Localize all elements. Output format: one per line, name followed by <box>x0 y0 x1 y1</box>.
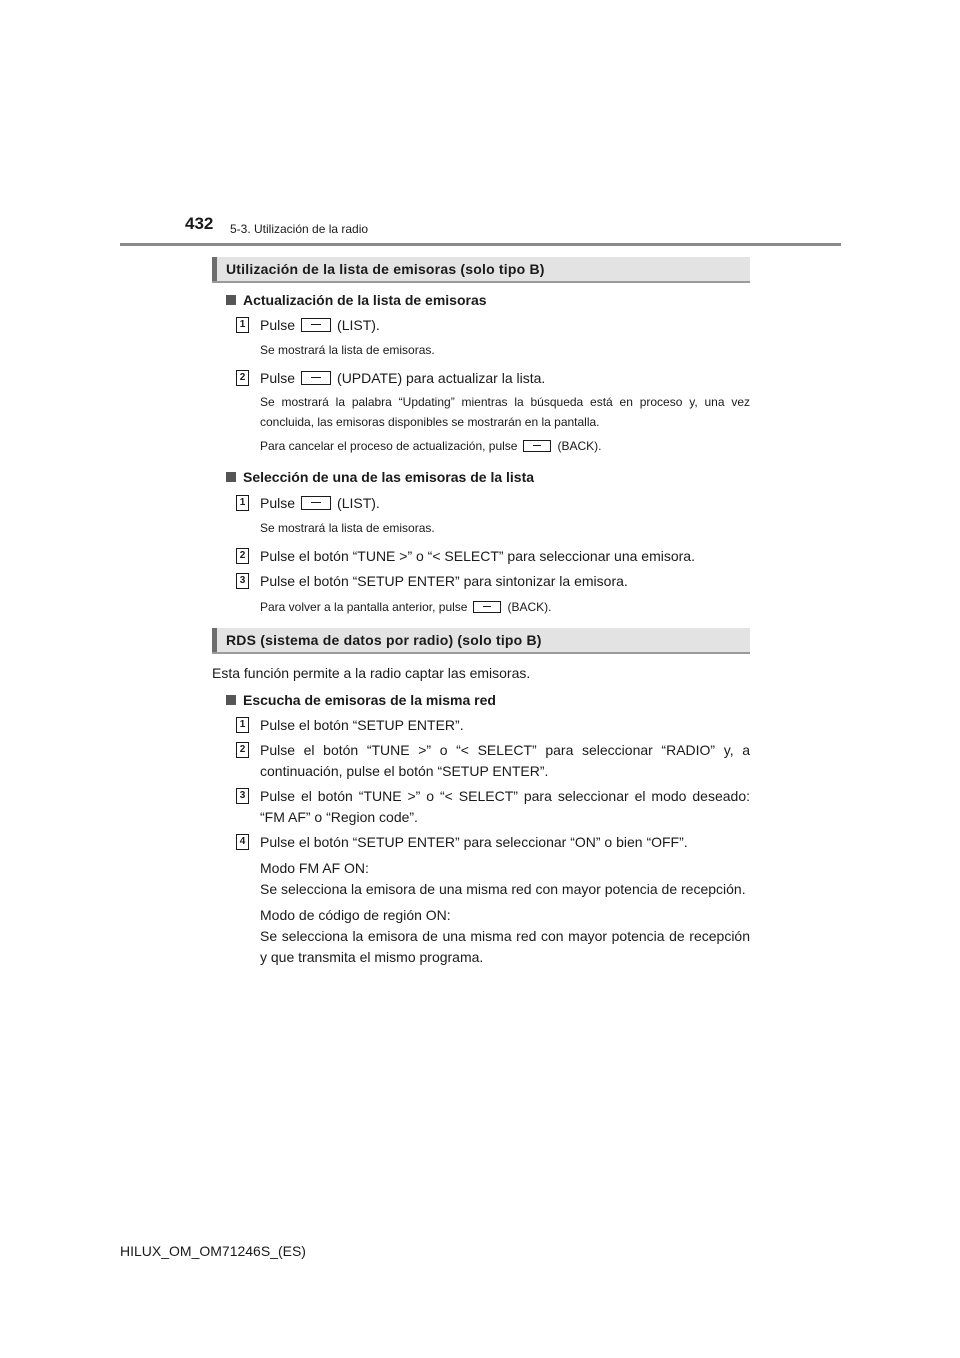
header-divider <box>120 243 841 246</box>
note-select-2: Para volver a la pantalla anterior, pulse (BACK). <box>260 600 552 614</box>
mode-fm-af-desc: Se selecciona la emisora de una misma red con mayor potencia de recepción. <box>260 881 746 897</box>
step-select-1: 1 Pulse (LIST). <box>212 493 750 514</box>
subheading-same-network: Escucha de emisoras de la misma red <box>212 691 750 709</box>
note-update-1: Se mostrará la lista de emisoras. <box>260 343 435 357</box>
step-network-2: 2 Pulse el botón “TUNE >” o “< SELECT” para seleccionar “RADIO” y, a continuación, pulse el botón “SETUP ENTER”. <box>212 740 750 782</box>
subheading-select-station: Selección de una de las emisoras de la lista <box>212 468 750 486</box>
page-number: 432 <box>185 214 214 233</box>
mode-fm-af <box>212 858 750 900</box>
soft-button-icon <box>301 318 331 332</box>
chapter-title: 5-3. Utilización de la radio <box>230 222 369 236</box>
step-network-3: 3 Pulse el botón “TUNE >” o “< SELECT” para seleccionar el modo deseado: “FM AF” o “Region code”. <box>212 786 750 828</box>
step-number-badge: 2 <box>236 742 249 758</box>
section-title-station-list: Utilización de la lista de emisoras (solo tipo B) <box>212 257 750 283</box>
step-number-badge: 2 <box>236 370 249 386</box>
step-number-badge: 3 <box>236 573 249 589</box>
step-number-badge: 3 <box>236 788 249 804</box>
square-bullet-icon <box>226 472 236 482</box>
step-network-1: 1 Pulse el botón “SETUP ENTER”. <box>212 715 750 736</box>
page-content <box>212 257 750 968</box>
step-update-2: 2 Pulse (UPDATE) para actualizar la lista. <box>212 368 750 389</box>
step-network-4: 4 Pulse el botón “SETUP ENTER” para seleccionar “ON” o bien “OFF”. <box>212 832 750 853</box>
square-bullet-icon <box>226 695 236 705</box>
square-bullet-icon <box>226 295 236 305</box>
rds-intro: Esta función permite a la radio captar las emisoras. <box>212 665 531 681</box>
soft-button-icon <box>301 496 331 510</box>
step-number-badge: 1 <box>236 495 249 511</box>
step-select-3: 3 Pulse el botón “SETUP ENTER” para sintonizar la emisora. <box>212 571 750 592</box>
mode-fm-af-title: Modo FM AF ON: <box>260 860 369 876</box>
mode-region-code-title: Modo de código de región ON: <box>260 907 451 923</box>
mode-region-code-desc: Se selecciona la emisora de una misma red con mayor potencia de recepción y que transmita el mismo programa. <box>260 928 750 965</box>
note-update-3: Para cancelar el proceso de actualización, pulse (BACK). <box>260 439 602 453</box>
document-code: HILUX_OM_OM71246S_(ES) <box>120 1243 306 1259</box>
step-number-badge: 2 <box>236 548 249 564</box>
note-select-1: Se mostrará la lista de emisoras. <box>260 521 435 535</box>
soft-button-icon <box>473 601 501 613</box>
soft-button-icon <box>523 440 551 452</box>
note-update-2: Se mostrará la palabra “Updating” mientras la búsqueda está en proceso y, una vez concluida, las emisoras disponibles se mostrarán en la pantalla. <box>260 395 750 429</box>
soft-button-icon <box>301 371 331 385</box>
section-title-rds: RDS (sistema de datos por radio) (solo tipo B) <box>212 628 750 654</box>
step-number-badge: 4 <box>236 834 249 850</box>
step-number-badge: 1 <box>236 717 249 733</box>
step-update-1: 1 Pulse (LIST). <box>212 315 750 336</box>
step-number-badge: 1 <box>236 317 249 333</box>
mode-region-code <box>212 905 750 968</box>
subheading-update-list: Actualización de la lista de emisoras <box>212 291 750 309</box>
step-select-2: 2 Pulse el botón “TUNE >” o “< SELECT” para seleccionar una emisora. <box>212 546 750 567</box>
